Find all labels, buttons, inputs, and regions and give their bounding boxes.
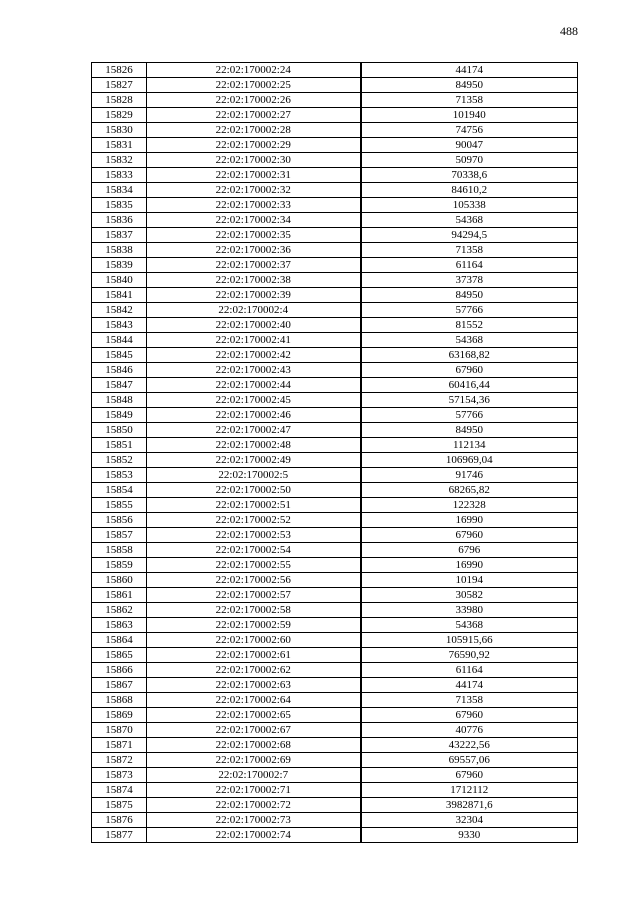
table-row: [92, 318, 578, 333]
table-row: [92, 423, 578, 438]
table-row: [92, 588, 578, 603]
cadastral-number-cell: 22:02:170002:24: [147, 63, 361, 78]
cadastral-number-cell: 22:02:170002:74: [147, 828, 361, 843]
table-row: [92, 678, 578, 693]
row-number-cell: 15833: [92, 168, 147, 183]
cadastral-number-cell: 22:02:170002:34: [147, 213, 361, 228]
cadastral-number-cell: 22:02:170002:28: [147, 123, 361, 138]
value-cell: 67960: [361, 768, 578, 783]
table-row: [92, 618, 578, 633]
row-number-cell: 15848: [92, 393, 147, 408]
row-number-cell: 15874: [92, 783, 147, 798]
cadastral-number-cell: 22:02:170002:56: [147, 573, 361, 588]
value-cell: 63168,82: [361, 348, 578, 363]
row-number-cell: 15845: [92, 348, 147, 363]
row-number-cell: 15841: [92, 288, 147, 303]
value-cell: 16990: [361, 558, 578, 573]
row-number-cell: 15840: [92, 273, 147, 288]
table-row: [92, 558, 578, 573]
cadastral-number-cell: 22:02:170002:40: [147, 318, 361, 333]
row-number-cell: 15875: [92, 798, 147, 813]
row-number-cell: 15873: [92, 768, 147, 783]
value-cell: 50970: [361, 153, 578, 168]
table-row: [92, 333, 578, 348]
value-cell: 81552: [361, 318, 578, 333]
table-row: [92, 738, 578, 753]
value-cell: 43222,56: [361, 738, 578, 753]
table-row: [92, 663, 578, 678]
cadastral-number-cell: 22:02:170002:72: [147, 798, 361, 813]
row-number-cell: 15835: [92, 198, 147, 213]
row-number-cell: 15846: [92, 363, 147, 378]
table-row: [92, 768, 578, 783]
cadastral-number-cell: 22:02:170002:44: [147, 378, 361, 393]
cadastral-number-cell: 22:02:170002:54: [147, 543, 361, 558]
cadastral-number-cell: 22:02:170002:35: [147, 228, 361, 243]
table-row: [92, 543, 578, 558]
row-number-cell: 15847: [92, 378, 147, 393]
table-row: [92, 198, 578, 213]
row-number-cell: 15865: [92, 648, 147, 663]
row-number-cell: 15838: [92, 243, 147, 258]
cadastral-number-cell: 22:02:170002:37: [147, 258, 361, 273]
cadastral-number-cell: 22:02:170002:69: [147, 753, 361, 768]
cadastral-number-cell: 22:02:170002:31: [147, 168, 361, 183]
table-row: [92, 693, 578, 708]
row-number-cell: 15829: [92, 108, 147, 123]
data-table: [91, 62, 578, 843]
value-cell: 90047: [361, 138, 578, 153]
table-row: [92, 363, 578, 378]
cadastral-number-cell: 22:02:170002:52: [147, 513, 361, 528]
row-number-cell: 15853: [92, 468, 147, 483]
table-row: [92, 723, 578, 738]
value-cell: 57766: [361, 408, 578, 423]
cadastral-number-cell: 22:02:170002:27: [147, 108, 361, 123]
row-number-cell: 15830: [92, 123, 147, 138]
table-row: [92, 813, 578, 828]
value-cell: 67960: [361, 363, 578, 378]
row-number-cell: 15877: [92, 828, 147, 843]
cadastral-number-cell: 22:02:170002:32: [147, 183, 361, 198]
value-cell: 44174: [361, 678, 578, 693]
value-cell: 54368: [361, 618, 578, 633]
row-number-cell: 15839: [92, 258, 147, 273]
table-row: [92, 513, 578, 528]
cadastral-number-cell: 22:02:170002:60: [147, 633, 361, 648]
row-number-cell: 15868: [92, 693, 147, 708]
table-row: [92, 168, 578, 183]
cadastral-number-cell: 22:02:170002:39: [147, 288, 361, 303]
value-cell: 91746: [361, 468, 578, 483]
value-cell: 16990: [361, 513, 578, 528]
row-number-cell: 15860: [92, 573, 147, 588]
value-cell: 1712112: [361, 783, 578, 798]
table-row: [92, 498, 578, 513]
row-number-cell: 15863: [92, 618, 147, 633]
value-cell: 33980: [361, 603, 578, 618]
cadastral-number-cell: 22:02:170002:41: [147, 333, 361, 348]
cadastral-number-cell: 22:02:170002:5: [147, 468, 361, 483]
cadastral-number-cell: 22:02:170002:63: [147, 678, 361, 693]
row-number-cell: 15842: [92, 303, 147, 318]
value-cell: 37378: [361, 273, 578, 288]
row-number-cell: 15864: [92, 633, 147, 648]
value-cell: 57154,36: [361, 393, 578, 408]
row-number-cell: 15872: [92, 753, 147, 768]
row-number-cell: 15858: [92, 543, 147, 558]
value-cell: 54368: [361, 213, 578, 228]
row-number-cell: 15837: [92, 228, 147, 243]
value-cell: 32304: [361, 813, 578, 828]
value-cell: 84950: [361, 423, 578, 438]
table-row: [92, 258, 578, 273]
cadastral-number-cell: 22:02:170002:68: [147, 738, 361, 753]
cadastral-number-cell: 22:02:170002:42: [147, 348, 361, 363]
table-row: [92, 393, 578, 408]
row-number-cell: 15861: [92, 588, 147, 603]
cadastral-number-cell: 22:02:170002:73: [147, 813, 361, 828]
value-cell: 84610,2: [361, 183, 578, 198]
cadastral-number-cell: 22:02:170002:61: [147, 648, 361, 663]
table-row: [92, 108, 578, 123]
value-cell: 40776: [361, 723, 578, 738]
table-row: [92, 453, 578, 468]
table-row: [92, 213, 578, 228]
row-number-cell: 15876: [92, 813, 147, 828]
table-row: [92, 348, 578, 363]
value-cell: 61164: [361, 663, 578, 678]
value-cell: 101940: [361, 108, 578, 123]
table-row: [92, 378, 578, 393]
row-number-cell: 15828: [92, 93, 147, 108]
table-body: [92, 63, 578, 843]
row-number-cell: 15852: [92, 453, 147, 468]
row-number-cell: 15862: [92, 603, 147, 618]
value-cell: 3982871,6: [361, 798, 578, 813]
table-row: [92, 228, 578, 243]
cadastral-number-cell: 22:02:170002:26: [147, 93, 361, 108]
row-number-cell: 15831: [92, 138, 147, 153]
value-cell: 30582: [361, 588, 578, 603]
table-row: [92, 123, 578, 138]
cadastral-number-cell: 22:02:170002:59: [147, 618, 361, 633]
cadastral-number-cell: 22:02:170002:64: [147, 693, 361, 708]
cadastral-number-cell: 22:02:170002:71: [147, 783, 361, 798]
value-cell: 84950: [361, 78, 578, 93]
value-cell: 68265,82: [361, 483, 578, 498]
table-row: [92, 303, 578, 318]
table-row: [92, 78, 578, 93]
table-row: [92, 753, 578, 768]
row-number-cell: 15867: [92, 678, 147, 693]
cadastral-number-cell: 22:02:170002:45: [147, 393, 361, 408]
cadastral-number-cell: 22:02:170002:33: [147, 198, 361, 213]
value-cell: 74756: [361, 123, 578, 138]
table-row: [92, 243, 578, 258]
row-number-cell: 15871: [92, 738, 147, 753]
cadastral-number-cell: 22:02:170002:65: [147, 708, 361, 723]
row-number-cell: 15849: [92, 408, 147, 423]
cadastral-number-cell: 22:02:170002:30: [147, 153, 361, 168]
table-row: [92, 828, 578, 843]
table-row: [92, 708, 578, 723]
value-cell: 76590,92: [361, 648, 578, 663]
cadastral-number-cell: 22:02:170002:36: [147, 243, 361, 258]
table-row: [92, 183, 578, 198]
table-row: [92, 648, 578, 663]
row-number-cell: 15827: [92, 78, 147, 93]
row-number-cell: 15834: [92, 183, 147, 198]
cadastral-number-cell: 22:02:170002:53: [147, 528, 361, 543]
cadastral-number-cell: 22:02:170002:50: [147, 483, 361, 498]
page-number: 488: [560, 24, 578, 38]
value-cell: 71358: [361, 93, 578, 108]
value-cell: 122328: [361, 498, 578, 513]
cadastral-number-cell: 22:02:170002:4: [147, 303, 361, 318]
row-number-cell: 15851: [92, 438, 147, 453]
row-number-cell: 15854: [92, 483, 147, 498]
row-number-cell: 15855: [92, 498, 147, 513]
table-row: [92, 783, 578, 798]
table-row: [92, 633, 578, 648]
cadastral-number-cell: 22:02:170002:7: [147, 768, 361, 783]
value-cell: 6796: [361, 543, 578, 558]
row-number-cell: 15832: [92, 153, 147, 168]
value-cell: 84950: [361, 288, 578, 303]
table-row: [92, 153, 578, 168]
row-number-cell: 15859: [92, 558, 147, 573]
table-row: [92, 528, 578, 543]
row-number-cell: 15826: [92, 63, 147, 78]
row-number-cell: 15844: [92, 333, 147, 348]
value-cell: 105338: [361, 198, 578, 213]
value-cell: 94294,5: [361, 228, 578, 243]
table-row: [92, 408, 578, 423]
cadastral-number-cell: 22:02:170002:57: [147, 588, 361, 603]
cadastral-number-cell: 22:02:170002:43: [147, 363, 361, 378]
value-cell: 70338,6: [361, 168, 578, 183]
row-number-cell: 15856: [92, 513, 147, 528]
row-number-cell: 15836: [92, 213, 147, 228]
value-cell: 69557,06: [361, 753, 578, 768]
value-cell: 67960: [361, 528, 578, 543]
value-cell: 67960: [361, 708, 578, 723]
value-cell: 60416,44: [361, 378, 578, 393]
value-cell: 44174: [361, 63, 578, 78]
row-number-cell: 15857: [92, 528, 147, 543]
value-cell: 9330: [361, 828, 578, 843]
cadastral-number-cell: 22:02:170002:67: [147, 723, 361, 738]
table-row: [92, 438, 578, 453]
value-cell: 112134: [361, 438, 578, 453]
row-number-cell: 15870: [92, 723, 147, 738]
cadastral-number-cell: 22:02:170002:49: [147, 453, 361, 468]
cadastral-number-cell: 22:02:170002:29: [147, 138, 361, 153]
cadastral-number-cell: 22:02:170002:58: [147, 603, 361, 618]
row-number-cell: 15869: [92, 708, 147, 723]
table-row: [92, 573, 578, 588]
table-row: [92, 468, 578, 483]
cadastral-number-cell: 22:02:170002:47: [147, 423, 361, 438]
cadastral-number-cell: 22:02:170002:38: [147, 273, 361, 288]
row-number-cell: 15850: [92, 423, 147, 438]
value-cell: 71358: [361, 693, 578, 708]
table-row: [92, 483, 578, 498]
cadastral-number-cell: 22:02:170002:25: [147, 78, 361, 93]
cadastral-number-cell: 22:02:170002:51: [147, 498, 361, 513]
cadastral-number-cell: 22:02:170002:48: [147, 438, 361, 453]
table-row: [92, 798, 578, 813]
cadastral-number-cell: 22:02:170002:55: [147, 558, 361, 573]
row-number-cell: 15866: [92, 663, 147, 678]
value-cell: 71358: [361, 243, 578, 258]
value-cell: 10194: [361, 573, 578, 588]
value-cell: 106969,04: [361, 453, 578, 468]
table-row: [92, 63, 578, 78]
cadastral-number-cell: 22:02:170002:46: [147, 408, 361, 423]
table-row: [92, 288, 578, 303]
table-row: [92, 603, 578, 618]
cadastral-number-cell: 22:02:170002:62: [147, 663, 361, 678]
value-cell: 57766: [361, 303, 578, 318]
table-row: [92, 93, 578, 108]
table-row: [92, 273, 578, 288]
row-number-cell: 15843: [92, 318, 147, 333]
value-cell: 105915,66: [361, 633, 578, 648]
table-row: [92, 138, 578, 153]
value-cell: 54368: [361, 333, 578, 348]
value-cell: 61164: [361, 258, 578, 273]
